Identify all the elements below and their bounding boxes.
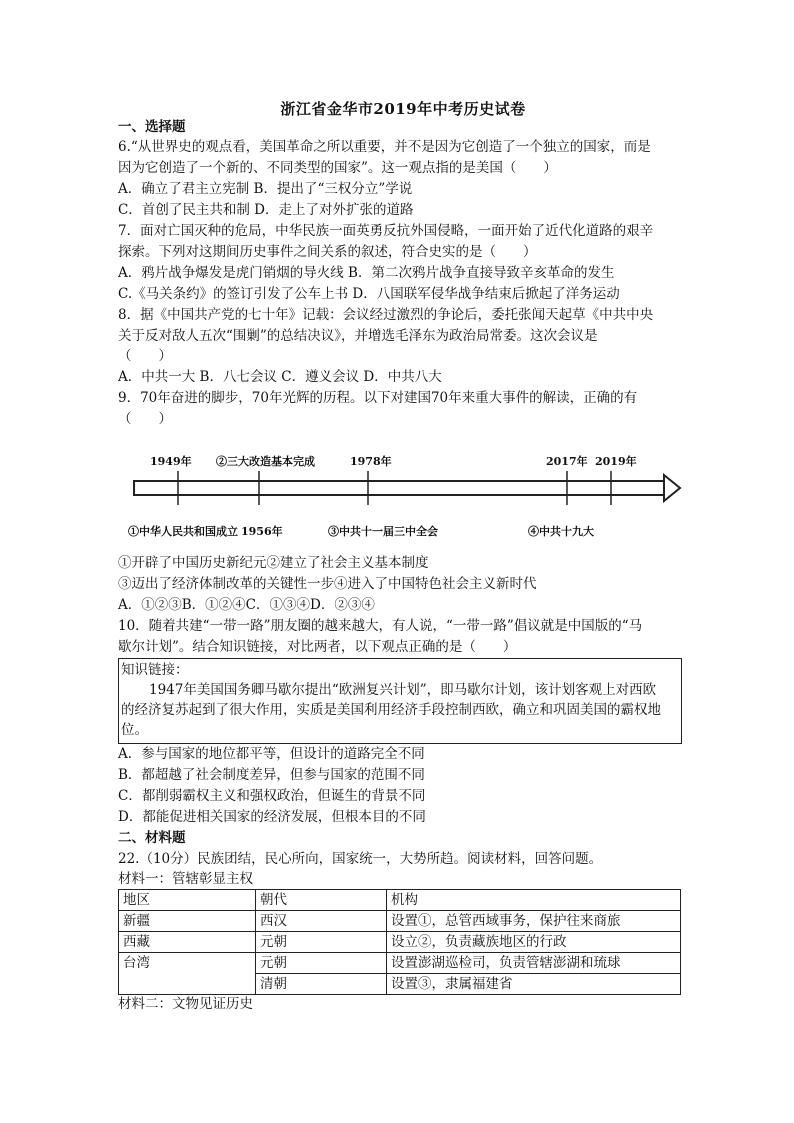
section-heading-choice: 一、选择题 [118,119,186,135]
material1-table [118,889,681,995]
knowledge-link-box [118,658,682,744]
q10-stem-line1: 10．随着共建“一带一路”朋友圈的越来越大，有人说，“一带一路”倡议就是中国版的“马 [118,618,643,634]
q9-options: A．①②③B．①②④C．①③④D．②③④ [118,597,375,613]
q9-stem-line2: （ ） [118,411,172,427]
timeline-bottom-label: 1956年 [241,525,283,538]
knowledge-box-line3: 位。 [121,722,148,738]
q22-material1-title: 材料一：管辖彰显主权 [118,871,253,887]
q7-options-ab: A．鸦片战争爆发是虎门销烟的导火线 B．第二次鸦片战争直接导致辛亥革命的发生 [118,265,615,281]
table-cell: 元朝 [256,932,387,953]
q10-option-c: C．都削弱霸权主义和强权政治，但诞生的背景不同 [118,788,426,804]
q8-stem-line3: （ ） [118,348,172,364]
q6-stem-line1: 6.“从世界史的观点看，美国革命之所以重要，并不是因为它创造了一个独立的国家，而是 [118,139,651,155]
table-header-cell: 机构 [387,890,681,911]
knowledge-box-title: 知识链接： [121,662,189,678]
q6-options-ab: A．确立了君主立宪制 B．提出了“三权分立”学说 [118,181,413,197]
table-cell: 元朝 [256,953,387,974]
q8-stem-line2: 关于反对敌人五次“围剿”的总结决议》，并增选毛泽东为政治局常委。这次会议是 [118,328,598,344]
timeline-top-label: 2017年 [546,455,588,468]
table-cell: 新疆 [119,911,256,932]
q6-options-cd: C．首创了民主共和制 D．走上了对外扩张的道路 [118,202,414,218]
q22-material2-title: 材料二：文物见证历史 [118,996,253,1012]
q7-options-cd: C.《马关条约》的签订引发了公车上书 D．八国联军侵华战争结束后掀起了洋务运动 [118,286,620,302]
table-cell: 设置澎湖巡检司，负责管辖澎湖和琉球 [387,953,681,974]
table-cell: 西汉 [256,911,387,932]
q9-stem-line1: 9．70年奋进的脚步，70年光辉的历程。以下对建国70年来重大事件的解读，正确的有 [118,390,638,406]
q6-stem-line2: 因为它创造了一个新的、不同类型的国家”。这一观点指的是美国（ ） [118,160,557,176]
q9-statements-line2: ③迈出了经济体制改革的关键性一步④进入了中国特色社会主义新时代 [118,576,537,592]
q9-timeline-figure [128,445,688,545]
q8-options: A．中共一大 B．八七会议 C．遵义会议 D．中共八大 [118,369,442,385]
table-header-row [119,890,681,911]
timeline-top-label: ②三大改造基本完成 [216,455,315,468]
table-cell: 西藏 [119,932,256,953]
timeline-bottom-label: ③中共十一届三中全会 [328,525,438,538]
knowledge-box-line1: 1947年美国国务卿马歇尔提出“欧洲复兴计划”，即马歇尔计划，该计划客观上对西欧 [149,682,657,698]
timeline-bottom-label: ①中华人民共和国成立 [128,525,238,538]
q10-stem-line2: 歇尔计划”。结合知识链接，对比两者，以下观点正确的是（ ） [118,639,517,655]
table-cell: 设置①，总管西域事务，保护往来商旅 [387,911,681,932]
timeline-top-label: 1978年 [350,455,392,468]
timeline-bottom-label: ④中共十九大 [528,525,594,538]
q7-stem-line1: 7．面对亡国灭种的危局，中华民族一面英勇反抗外国侵略，一面开始了近代化道路的艰辛 [118,223,654,239]
table-header-cell: 地区 [119,890,256,911]
q7-stem-line2: 探索。下列对这期间历史事件之间关系的叙述，符合史实的是（ ） [118,244,537,260]
table-header-cell: 朝代 [256,890,387,911]
q8-stem-line1: 8．据《中国共产党的七十年》记载：会议经过激烈的争论后，委托张闻天起草《中共中央 [118,307,654,323]
section-heading-material: 二、材料题 [118,830,186,846]
timeline-top-label: 2019年 [595,455,637,468]
timeline-top-label: 1949年 [150,455,192,468]
q10-option-d: D．都能促进相关国家的经济发展，但根本目的不同 [118,809,426,825]
table-row [119,932,681,953]
table-cell: 设置③，隶属福建省 [387,974,681,995]
q22-stem: 22.（10分）民族团结，民心所向，国家统一，大势所趋。阅读材料，回答问题。 [118,851,603,867]
table-cell: 设立②，负责藏族地区的行政 [387,932,681,953]
page-title: 浙江省金华市2019年中考历史试卷 [280,100,526,118]
table-row [119,953,681,974]
knowledge-box-line2: 的经济复苏起到了很大作用，实质是美国利用经济手段控制西欧，确立和巩固美国的霸权地 [121,702,661,718]
table-cell: 清朝 [256,974,387,995]
q10-option-b: B．都超越了社会制度差异，但参与国家的范围不同 [118,767,425,783]
table-row [119,911,681,932]
table-cell: 台湾 [119,953,256,995]
q9-statements-line1: ①开辟了中国历史新纪元②建立了社会主义基本制度 [118,555,429,571]
q10-option-a: A．参与国家的地位都平等，但设计的道路完全不同 [118,746,425,762]
